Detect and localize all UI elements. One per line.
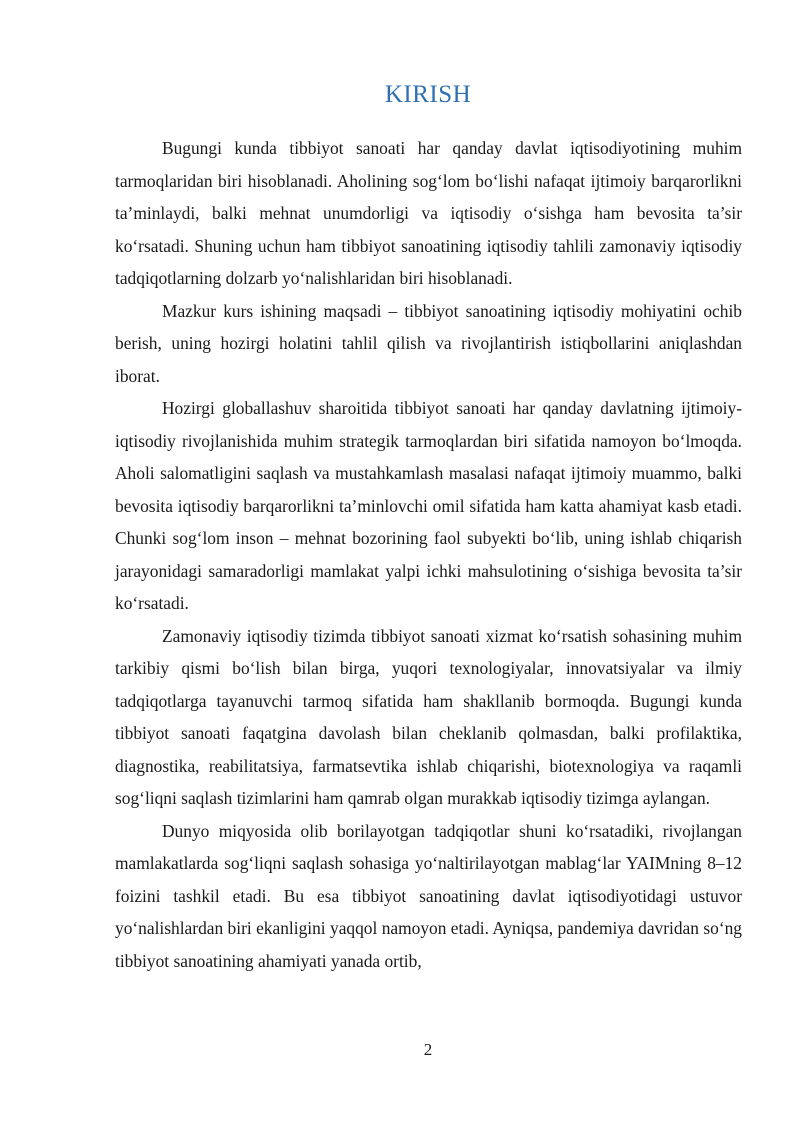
paragraph-3: Hozirgi globallashuv sharoitida tibbiyot sanoati har qanday davlatning ijtimoiy-iqtisodiy rivojlanishida muhim strategik tarmoqlardan biri sifatida namoyon bo‘lmoqda. Aholi salomatligini saqlash va mustahkamlash masalasi nafaqat ijtimoiy muammo, balki bevosita iqtisodiy barqarorlikni ta’minlovchi omil sifatida ham katta ahamiyat kasb etadi. Chunki sog‘lom inson – mehnat bozorining faol subyekti bo‘lib, uning ishlab chiqarish jarayonidagi samaradorligi mamlakat yalpi ichki mahsulotining o‘sishiga bevosita ta’sir ko‘rsatadi.: [115, 398, 742, 613]
body-text: [115, 132, 742, 977]
paragraph-1: Bugungi kunda tibbiyot sanoati har qanday davlat iqtisodiyotining muhim tarmoqlaridan biri hisoblanadi. Aholining sog‘lom bo‘lishi nafaqat ijtimoiy barqarorlikni ta’minlaydi, balki mehnat unumdorligi va iqtisodiy o‘sishga ham bevosita ta’sir ko‘rsatadi. Shuning uchun ham tibbiyot sanoatining iqtisodiy tahlili zamonaviy iqtisodiy tadqiqotlarning dolzarb yo‘nalishlaridan biri hisoblanadi.: [115, 138, 742, 288]
section-title: KIRISH: [384, 81, 472, 108]
page-number: 2: [423, 1040, 433, 1059]
paragraph-5: Dunyo miqyosida olib borilayotgan tadqiqotlar shuni ko‘rsatadiki, rivojlangan mamlakatlarda sog‘liqni saqlash sohasiga yo‘naltirilayotgan mablag‘lar YAIMning 8–12 foizini tashkil etadi. Bu esa tibbiyot sanoatining davlat iqtisodiyotidagi ustuvor yo‘nalishlardan biri ekanligini yaqqol namoyon etadi. Ayniqsa, pandemiya davridan so‘ng tibbiyot sanoatining ahamiyati yanada ortib,: [115, 820, 742, 971]
paragraph-4: Zamonaviy iqtisodiy tizimda tibbiyot sanoati xizmat ko‘rsatish sohasining muhim tarkibiy qismi bo‘lish bilan birga, yuqori texnologiyalar, innovatsiyalar va ilmiy tadqiqotlarga tayanuvchi tarmoq sifatida ham shakllanib bormoqda. Bugungi kunda tibbiyot sanoati faqatgina davolash bilan cheklanib qolmasdan, balki profilaktika, diagnostika, reabilitatsiya, farmatsevtika ishlab chiqarishi, biotexnologiya va raqamli sog‘liqni saqlash tizimlarini ham qamrab olgan murakkab iqtisodiy tizimga aylangan.: [115, 625, 742, 808]
paragraph-2: Mazkur kurs ishining maqsadi – tibbiyot sanoatining iqtisodiy mohiyatini ochib berish, uning hozirgi holatini tahlil qilish va rivojlantirish istiqbollarini aniqlashdan iborat.: [115, 300, 742, 386]
